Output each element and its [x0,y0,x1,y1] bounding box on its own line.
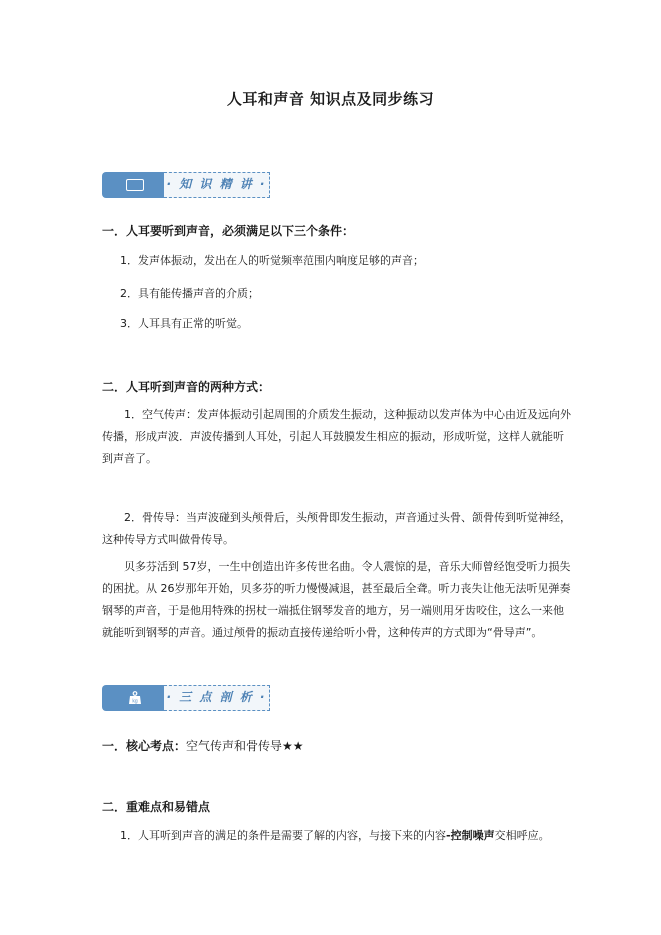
banner-label: · 知 识 精 讲 · [164,172,270,198]
page-title: 人耳和声音 知识点及同步练习 [226,90,435,108]
banner-tab [102,685,164,711]
section2-para-air: 1．空气传声：发声体振动引起周围的介质发生振动，这种振动以发声体为中心由近及远向外传播，形成声波．声波传播到人耳处，引起人耳鼓膜发生相应的振动，形成听觉，这样人就能听到声音了。 [102,408,571,465]
section4-item-text: 1．人耳听到声音的满足的条件是需要了解的内容，与接下来的内容 [120,829,446,842]
section3-heading-label: 一．核心考点： [102,739,187,753]
weight-icon [128,691,142,705]
screen-icon [126,179,144,191]
section4-item-bold: -控制噪声 [446,829,495,842]
banner-knowledge [102,172,270,198]
section4-heading: 二．重难点和易错点 [102,800,211,814]
banner-analysis [102,685,270,711]
section3-heading-text: 空气传声和骨传导★★ [186,739,304,753]
section4-item-tail: 交相呼应。 [494,829,550,842]
section4-item-1 [120,824,550,848]
banner-tab [102,172,164,198]
banner-label: · 三 点 剖 析 · [164,685,270,711]
weight-icon-text: kg [132,698,138,705]
section1-heading: 一．人耳要听到声音，必须满足以下三个条件： [102,224,355,238]
section2-para-beethoven: 贝多芬活到 57岁，一生中创造出许多传世名曲。令人震惊的是，音乐大师曾经饱受听力损失的困扰。从 26岁那年开始，贝多芬的听力慢慢减退，甚至最后全聋。听力丧失让他无法听见弹奏钢琴的声音，于是他用特殊的拐杖一端抵住钢琴发音的地方，另一端则用牙齿咬住，这么一来他就能听到钢琴的声音。通过颅骨的振动直接传递给听小骨，这种传声的方式即为“骨导声”。 [102,560,571,639]
section1-item-3: 3．人耳具有正常的听觉。 [120,317,248,330]
section1-item-2: 2．具有能传播声音的介质； [120,287,259,300]
section3-heading [102,737,304,754]
section2-heading: 二．人耳听到声音的两种方式： [102,380,271,394]
section1-item-1: 1．发声体振动，发出在人的听觉频率范围内响度足够的声音； [120,254,424,267]
section2-para-bone: 2．骨传导：当声波碰到头颅骨后，头颅骨即发生振动，声音通过头骨、颌骨传到听觉神经，这种传导方式叫做骨传导。 [102,511,571,546]
